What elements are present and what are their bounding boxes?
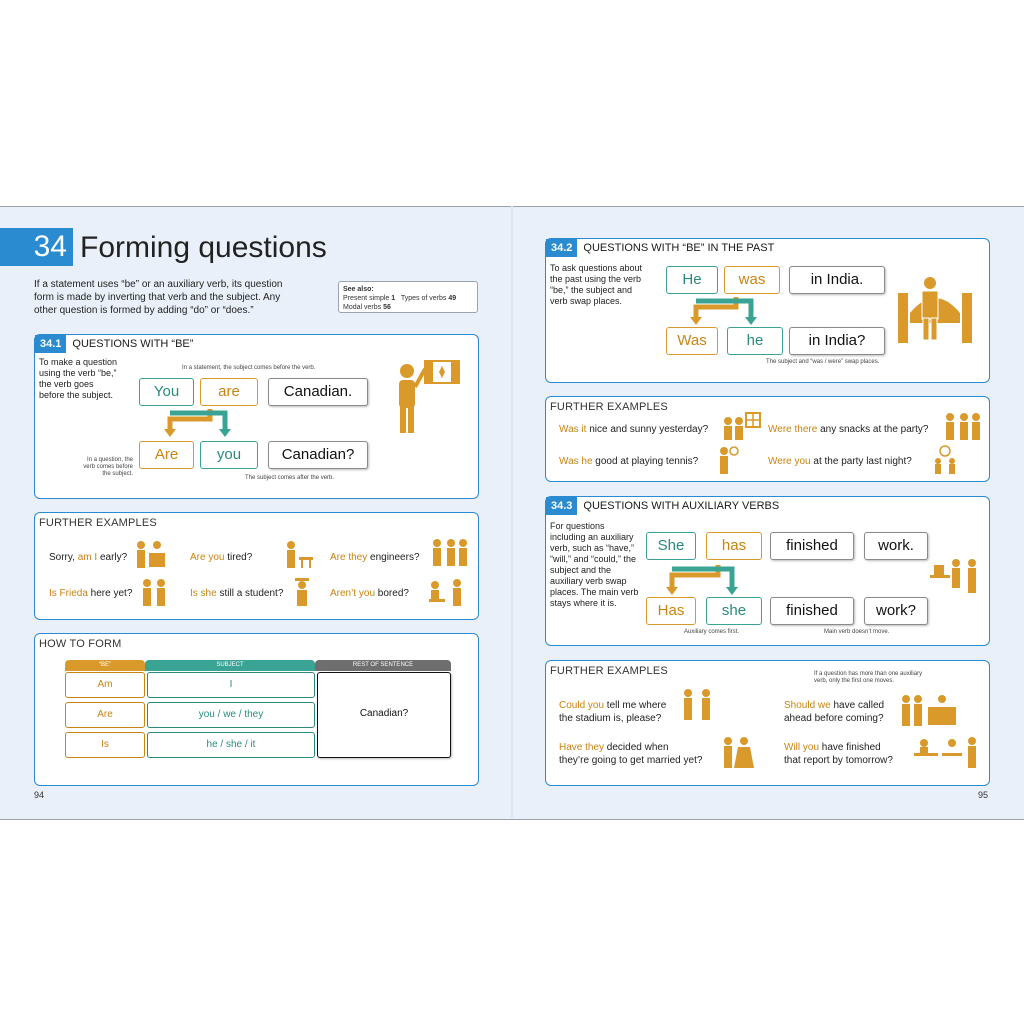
further-examples-2: [545, 396, 990, 482]
cell-rest-canadian: Canadian?: [317, 672, 451, 758]
word-he: He: [666, 266, 718, 294]
word-are: are: [200, 378, 258, 406]
office-team-icon: [914, 735, 980, 769]
example-aux-4: Will you have finished that report by tomorrow?: [784, 742, 893, 766]
annotation-first-aux-moves: If a question has more than one auxiliary verb, only the first one moves.: [814, 671, 923, 684]
tennis-player-icon: [710, 445, 740, 475]
swap-arrows: [150, 407, 250, 437]
annotation-question: In a question, the verb comes before the subject.: [83, 457, 133, 477]
see-also-label: See also:: [343, 286, 374, 293]
cell-be-am: Am: [65, 672, 145, 698]
book-spine: [511, 206, 513, 818]
example-past-2: Were there any snacks at the party?: [768, 424, 929, 435]
word-are-question: Are: [139, 441, 194, 469]
see-also-line-1: Present simple 1 Types of verbs 49: [343, 295, 457, 302]
intro-text: If a statement uses “be” or an auxiliary verb, its question form is made by inverting that verb and the subject. Any other question is formed by adding “do” or “does.”: [34, 279, 283, 316]
word-was-question: Was: [666, 327, 718, 355]
cell-subject-i: I: [147, 672, 315, 698]
word-you: You: [139, 378, 194, 406]
cell-subject-you: you / we / they: [147, 702, 315, 728]
chapter-title: Forming questions: [80, 231, 327, 264]
see-also-line-2: Modal verbs 56: [343, 304, 391, 311]
asking-directions-icon: [680, 687, 716, 721]
section-34-3: [545, 496, 990, 646]
example-past-3: Was he good at playing tennis?: [559, 456, 699, 467]
reception-desk-icon: [898, 693, 958, 727]
swap-arrows-aux: [658, 563, 758, 597]
wedding-couple-icon: [720, 735, 756, 769]
example-past-1: Was it nice and sunny yesterday?: [559, 424, 709, 435]
swap-arrows-past: [676, 295, 776, 325]
cell-be-is: Is: [65, 732, 145, 758]
annotation-aux-first: Auxiliary comes first.: [684, 629, 740, 635]
example-5: Is she still a student?: [190, 588, 284, 599]
india-monument-icon: [896, 273, 976, 343]
example-3: Are they engineers?: [330, 552, 420, 563]
section-34-3-note: For questions including an auxiliary verb, such as “have,” “will,” and “could,” the subject and the auxiliary verb swap places. The main verb stays where it is.: [550, 521, 639, 608]
party-snacks-icon: [942, 411, 982, 441]
party-people-icon: [930, 445, 960, 475]
section-34-2-note: To ask questions about the past using the verb “be,” the subject and verb swap places.: [550, 263, 643, 306]
header-rest: REST OF SENTENCE: [315, 660, 451, 671]
header-be: “BE”: [65, 660, 145, 671]
example-1: Sorry, am I early?: [49, 552, 128, 563]
word-in-india: in India.: [789, 266, 885, 294]
section-34-1: [34, 334, 479, 499]
example-aux-3: Have they decided when they’re going to get married yet?: [559, 742, 703, 766]
annotation-main-verb: Main verb doesn’t move.: [824, 629, 890, 635]
further-examples-1: [34, 512, 479, 620]
word-he-question: he: [727, 327, 783, 355]
waiting-people-icon: [139, 577, 171, 607]
word-in-india-question: in India?: [789, 327, 885, 355]
section-34-3-heading: 34.3 QUESTIONS WITH AUXILIARY VERBS: [546, 497, 779, 515]
header-subject: SUBJECT: [145, 660, 315, 671]
how-to-form: [34, 633, 479, 786]
word-finished-question: finished: [770, 597, 854, 625]
see-also-box: [338, 281, 478, 313]
word-canadian: Canadian.: [268, 378, 368, 406]
example-aux-2: Should we have called ahead before coming?: [784, 700, 885, 724]
word-you-question: you: [200, 441, 258, 469]
cell-subject-he: he / she / it: [147, 732, 315, 758]
word-has-question: Has: [646, 597, 696, 625]
further-examples-3: [545, 660, 990, 786]
word-canadian-question: Canadian?: [268, 441, 368, 469]
word-has: has: [706, 532, 762, 560]
cell-be-are: Are: [65, 702, 145, 728]
example-past-4: Were you at the party last night?: [768, 456, 912, 467]
section-34-1-note: To make a question using the verb “be,” the verb goes before the subject.: [39, 357, 118, 400]
tired-person-icon: [283, 539, 315, 569]
word-work: work.: [864, 532, 928, 560]
example-2: Are you tired?: [190, 552, 253, 563]
section-34-2-heading: 34.2 QUESTIONS WITH “BE” IN THE PAST: [546, 239, 774, 257]
chapter-number: 34: [0, 228, 73, 266]
page-number-left: 94: [34, 790, 45, 800]
student-icon: [287, 577, 319, 607]
people-at-desk-icon: [135, 539, 167, 569]
engineers-icon: [429, 537, 469, 567]
example-4: Is Frieda here yet?: [49, 588, 133, 599]
how-to-form-label: HOW TO FORM: [39, 638, 122, 650]
section-34-2: [545, 238, 990, 383]
page-number-right: 95: [978, 790, 989, 800]
annotation-subject-after: The subject comes after the verb.: [245, 475, 335, 481]
sunny-window-icon: [722, 411, 762, 441]
further-examples-3-label: FURTHER EXAMPLES: [550, 665, 668, 677]
further-examples-2-label: FURTHER EXAMPLES: [550, 401, 668, 413]
word-finished: finished: [770, 532, 854, 560]
bored-people-icon: [427, 577, 467, 607]
annotation-swap: The subject and “was / were” swap places.: [766, 359, 880, 365]
word-she: She: [646, 532, 696, 560]
word-was: was: [724, 266, 780, 294]
example-6: Aren’t you bored?: [330, 588, 409, 599]
word-work-question: work?: [864, 597, 928, 625]
word-she-question: she: [706, 597, 762, 625]
person-with-flag-icon: [387, 355, 467, 435]
further-examples-1-label: FURTHER EXAMPLES: [39, 517, 157, 529]
section-34-1-heading: 34.1 QUESTIONS WITH “BE”: [35, 335, 193, 353]
example-aux-1: Could you tell me where the stadium is, please?: [559, 700, 667, 724]
office-workers-icon: [928, 555, 984, 595]
annotation-statement: In a statement, the subject comes before the verb.: [182, 365, 316, 371]
